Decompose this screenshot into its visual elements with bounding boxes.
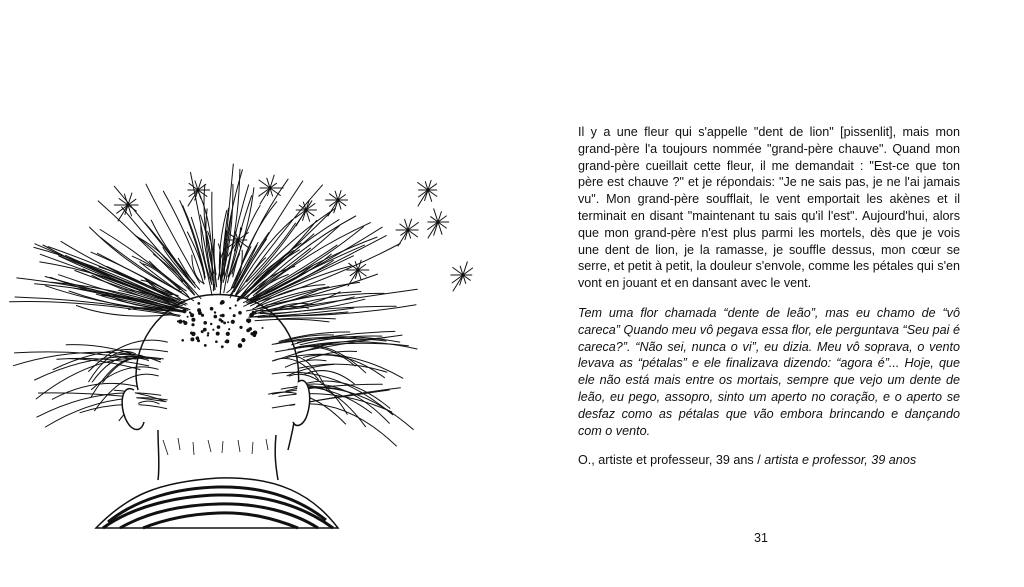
seed-dot — [231, 320, 235, 324]
seed-dot — [181, 339, 184, 342]
seed-dot — [216, 332, 220, 336]
flying-seed — [259, 175, 284, 204]
seed-dot — [191, 323, 194, 326]
seed-dot — [204, 344, 207, 347]
signature-portuguese: artista e professor, 39 anos — [764, 453, 917, 468]
seed-strand — [187, 232, 204, 279]
seed-strand — [299, 364, 387, 372]
seed-dot — [221, 320, 224, 323]
seed-dot — [262, 327, 264, 329]
seed-dot — [191, 318, 195, 322]
seed-dot — [215, 340, 218, 343]
seed-strand — [151, 220, 195, 283]
seed-dot — [214, 311, 216, 313]
seed-dot — [238, 343, 243, 348]
seed-dot — [225, 339, 229, 343]
seed-dot — [178, 320, 182, 324]
hair-seed-strands — [10, 164, 418, 446]
left-ear — [122, 389, 144, 430]
seed-dot — [248, 321, 250, 323]
signature-french: O., artiste et professeur, 39 ans / — [578, 453, 765, 468]
seed-dot — [223, 322, 226, 325]
flying-seed — [188, 180, 210, 206]
seed-dot — [207, 334, 209, 336]
flying-seed — [451, 262, 473, 291]
seed-dot — [203, 321, 207, 325]
seed-dot — [210, 323, 212, 325]
seed-dot — [233, 314, 236, 317]
dandelion-head-illustration — [8, 150, 478, 530]
flying-seed — [114, 193, 138, 221]
seed-strand — [35, 356, 164, 380]
seed-dot — [254, 311, 257, 314]
seed-dot — [207, 332, 209, 334]
seed-dot — [221, 314, 225, 318]
seed-dot — [189, 311, 191, 313]
seed-dot — [212, 329, 214, 331]
seed-dot — [214, 315, 218, 319]
seed-dot — [241, 338, 245, 342]
seed-dot — [182, 309, 186, 313]
seed-dot — [229, 307, 231, 309]
french-paragraph: Il y a une fleur qui s'appelle "dent de lion" [pissenlit], mais mon grand-père l'a toujours nommée "grand-père chauve". Quand mon grand-père cueillait cette fleur, il me demandait : "Est-ce que ton père est chauve ?" et je répondais: "Je ne sais pas, je ne l'ai jamais vu". Mon grand-père soufflait, le vent emportait les akènes et il terminait en disant "maintenant tu sais qu'il l'est". Aujourd'hui, alors que mon grand-père n'est plus parmi les mortels, dès que je vois une dent de lion, je la ramasse, je souffle dessus, mon cœur se serre, et petit à petit, la douleur s'envole, comme les pétales qui s'en vont en jouant et en dansant avec le vent. — [578, 125, 960, 291]
seed-dot — [217, 325, 221, 329]
seed-dot — [190, 313, 194, 317]
text-column — [578, 124, 960, 482]
seed-strand — [294, 346, 365, 373]
seed-dot — [246, 329, 250, 333]
seed-strand — [45, 398, 167, 427]
seed-dot — [183, 321, 187, 325]
seed-dot — [197, 339, 200, 342]
flying-seed — [396, 219, 418, 246]
seed-dot — [190, 337, 194, 341]
seed-dot — [235, 304, 237, 306]
seed-dot — [187, 316, 189, 318]
seed-dot — [239, 326, 242, 329]
seed-dot — [191, 332, 195, 336]
flying-seed — [428, 209, 449, 238]
page-number: 31 — [754, 531, 768, 545]
seed-dot — [238, 311, 242, 315]
seed-head-dots — [177, 300, 264, 348]
seed-dot — [226, 332, 230, 336]
author-signature — [578, 452, 960, 469]
seed-dot — [221, 300, 225, 304]
seed-dot — [203, 328, 207, 332]
seed-strand — [255, 319, 329, 322]
seed-dot — [210, 307, 214, 311]
striped-shirt — [96, 478, 338, 528]
portuguese-paragraph: Tem uma flor chamada “dente de leão”, mas eu chamo de “vô careca” Quando meu vô pegava essa flor, ele perguntava “Seu pai é careca?”. “Não sei, nunca o vi”, eu dizia. Meu vô soprava, o vento levava as “pétalas” e ele finalizava dizendo: “agora é”... Hoje, que ele não está mais entre os mortais, sempre que vejo um dente de leão, eu pego, assopro, sinto um aperto no coração, e o aperto se desfaz como as pétalas que vão embora brincando e dançando com o vento. — [578, 305, 960, 438]
seed-dot — [227, 321, 229, 323]
neck-hatching — [163, 438, 268, 455]
seed-strand — [198, 190, 213, 279]
head-outline — [136, 294, 299, 450]
flying-seed — [418, 180, 437, 206]
seed-dot — [198, 311, 202, 315]
seed-dot — [253, 333, 257, 337]
seed-dot — [221, 345, 224, 348]
seed-dot — [228, 328, 230, 330]
neck — [158, 430, 278, 480]
seed-dot — [197, 302, 200, 305]
